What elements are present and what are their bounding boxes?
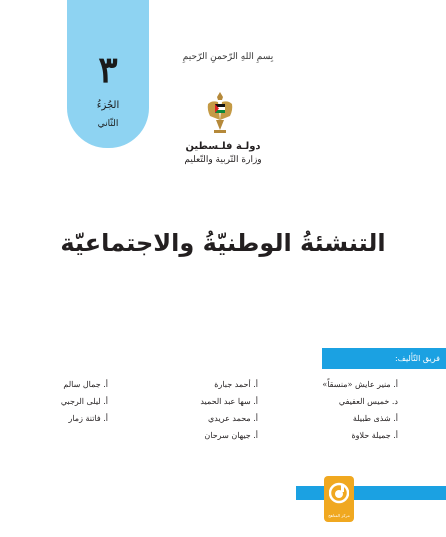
grade-number: ٣ bbox=[98, 49, 118, 91]
part-number-label: الثّاني bbox=[97, 119, 119, 129]
book-title: التنشئةُ الوطنيّةُ والاجتماعيّة bbox=[60, 229, 386, 257]
footer-bar bbox=[296, 486, 446, 500]
eagle-emblem-icon bbox=[206, 90, 234, 136]
ministry-name: وزارة التّربية والتّعليم bbox=[184, 155, 262, 165]
author-name: د. خميس العفيفي bbox=[338, 397, 398, 406]
author-name: أ. محمد عريدي bbox=[208, 414, 258, 423]
part-tab bbox=[67, 0, 149, 148]
author-name: أ. جمال سالم bbox=[63, 380, 108, 389]
logo-caption: مركز المناهج bbox=[328, 513, 350, 518]
authors-label: فريق التّأليف: bbox=[394, 354, 440, 363]
curriculum-center-icon bbox=[329, 482, 349, 504]
author-name: أ. منير عايش «منسقاً» bbox=[322, 380, 398, 389]
authors-column-left bbox=[61, 376, 108, 427]
basmala: بِسمِ اللهِ الرّحمنِ الرّحيمِ bbox=[182, 52, 274, 62]
author-name: أ. ليلى الرجبي bbox=[60, 397, 108, 406]
state-name: دولـة فلـسطين bbox=[185, 141, 261, 152]
author-name: أ. شذى طبيلة bbox=[352, 414, 398, 423]
authors-column-middle bbox=[200, 376, 258, 444]
author-name: أ. أحمد جبارة bbox=[214, 380, 258, 389]
author-name: أ. جيهان سرحان bbox=[204, 431, 258, 440]
authors-column-right bbox=[322, 376, 398, 444]
authors-label-bar bbox=[322, 348, 446, 369]
author-name: أ. جميلة حلاوة bbox=[351, 431, 398, 440]
publisher-logo bbox=[324, 476, 354, 522]
author-name: أ. فاتنة زمار bbox=[68, 414, 108, 423]
part-label: الجُزءُ bbox=[96, 100, 120, 111]
author-name: أ. سها عبد الحميد bbox=[200, 397, 258, 406]
